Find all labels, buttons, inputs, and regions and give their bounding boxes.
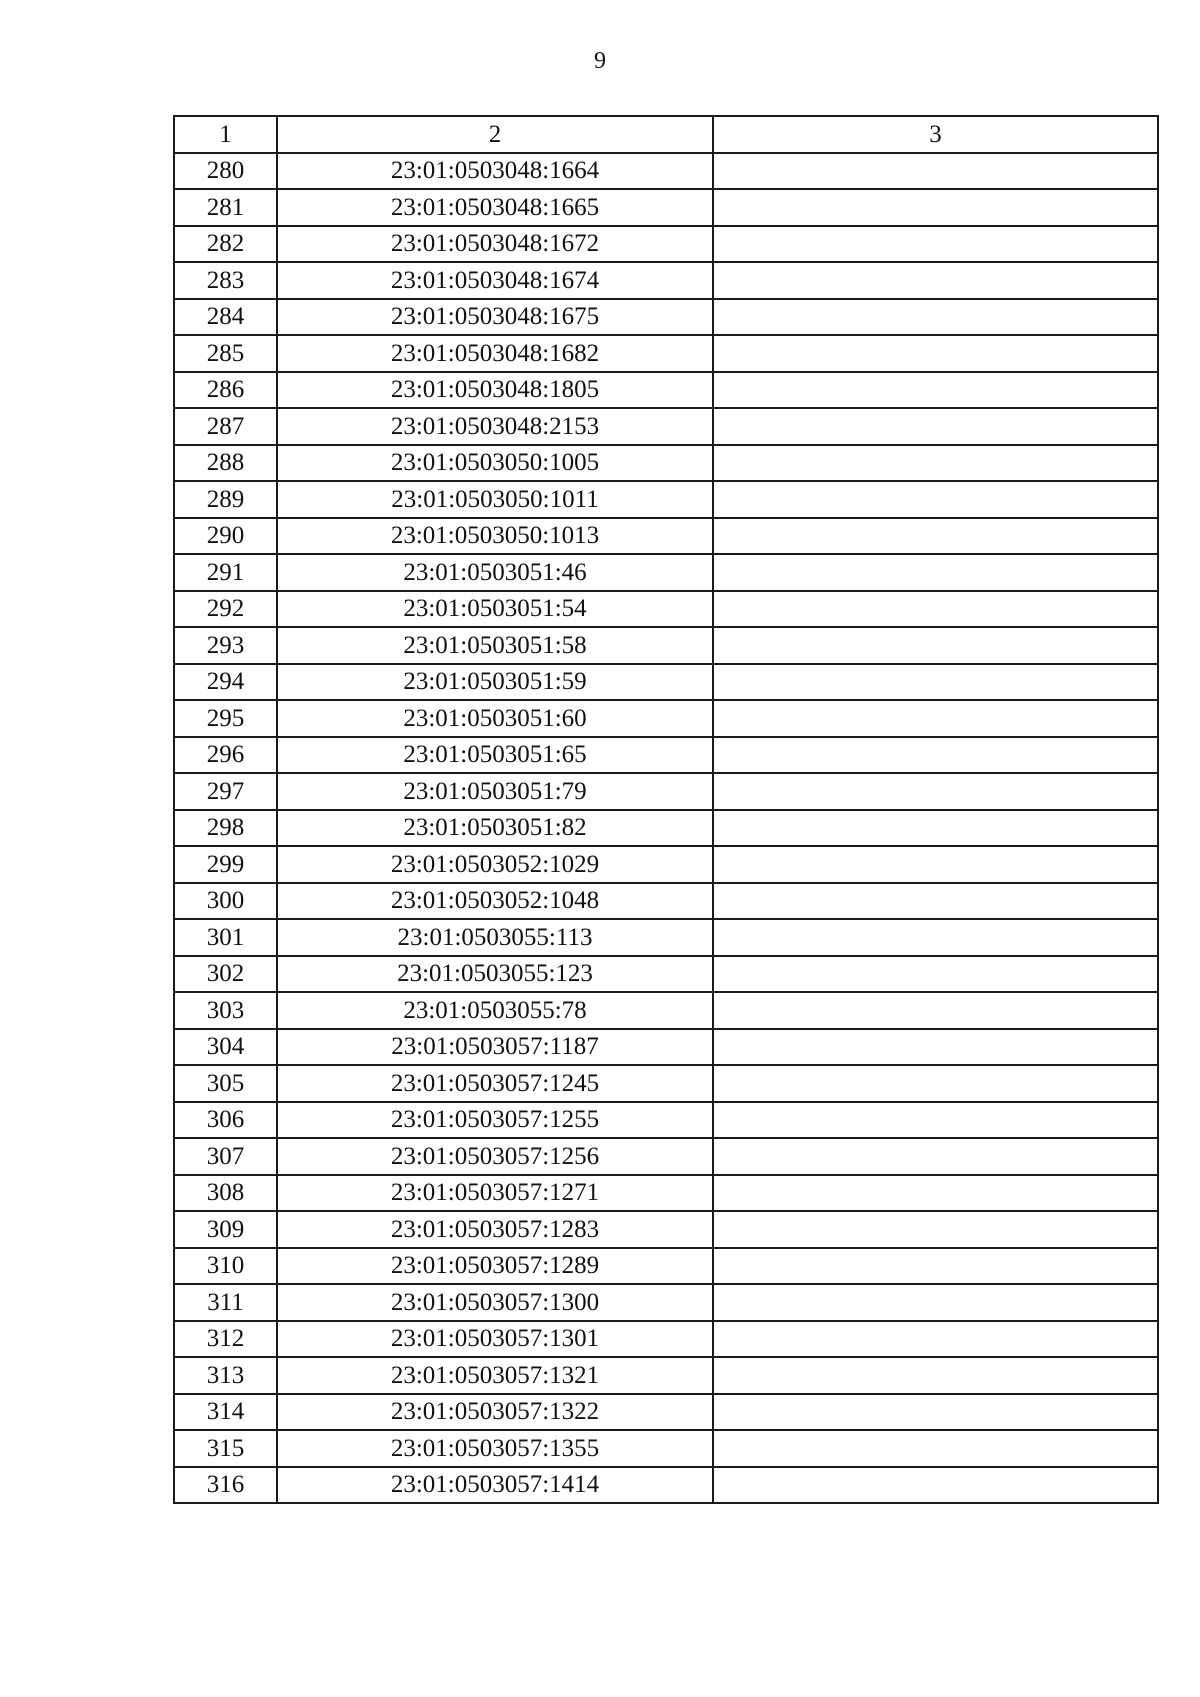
note-cell bbox=[713, 700, 1158, 737]
note-cell bbox=[713, 1248, 1158, 1285]
row-number-cell: 307 bbox=[174, 1138, 277, 1175]
row-number-cell: 283 bbox=[174, 262, 277, 299]
table-row bbox=[174, 262, 1158, 299]
table-row bbox=[174, 481, 1158, 518]
table-row bbox=[174, 1357, 1158, 1394]
row-number-cell: 296 bbox=[174, 737, 277, 774]
row-number-cell: 311 bbox=[174, 1284, 277, 1321]
table-row bbox=[174, 299, 1158, 336]
row-number-cell: 312 bbox=[174, 1321, 277, 1358]
table-row bbox=[174, 1102, 1158, 1139]
cadastral-number-cell: 23:01:0503057:1271 bbox=[277, 1175, 713, 1212]
note-cell bbox=[713, 1102, 1158, 1139]
cadastral-number-cell: 23:01:0503052:1048 bbox=[277, 883, 713, 920]
note-cell bbox=[713, 1467, 1158, 1504]
table-row bbox=[174, 372, 1158, 409]
row-number-cell: 302 bbox=[174, 956, 277, 993]
cadastral-number-cell: 23:01:0503048:1682 bbox=[277, 335, 713, 372]
row-number-cell: 297 bbox=[174, 773, 277, 810]
cadastral-number-cell: 23:01:0503051:82 bbox=[277, 810, 713, 847]
table-row bbox=[174, 1138, 1158, 1175]
cadastral-number-cell: 23:01:0503048:1665 bbox=[277, 189, 713, 226]
table-row bbox=[174, 1029, 1158, 1066]
cadastral-number-cell: 23:01:0503050:1005 bbox=[277, 445, 713, 482]
cadastral-number-cell: 23:01:0503057:1255 bbox=[277, 1102, 713, 1139]
row-number-cell: 289 bbox=[174, 481, 277, 518]
note-cell bbox=[713, 1175, 1158, 1212]
row-number-cell: 301 bbox=[174, 919, 277, 956]
note-cell bbox=[713, 445, 1158, 482]
cadastral-number-cell: 23:01:0503057:1256 bbox=[277, 1138, 713, 1175]
note-cell bbox=[713, 226, 1158, 263]
table-row bbox=[174, 700, 1158, 737]
row-number-cell: 305 bbox=[174, 1065, 277, 1102]
cadastral-number-cell: 23:01:0503048:1675 bbox=[277, 299, 713, 336]
row-number-cell: 313 bbox=[174, 1357, 277, 1394]
note-cell bbox=[713, 554, 1158, 591]
cadastral-number-cell: 23:01:0503055:113 bbox=[277, 919, 713, 956]
note-cell bbox=[713, 372, 1158, 409]
cadastral-number-cell: 23:01:0503057:1283 bbox=[277, 1211, 713, 1248]
table-row bbox=[174, 1211, 1158, 1248]
column-header-1: 1 bbox=[174, 116, 277, 153]
table-row bbox=[174, 956, 1158, 993]
note-cell bbox=[713, 299, 1158, 336]
table-row bbox=[174, 846, 1158, 883]
row-number-cell: 303 bbox=[174, 992, 277, 1029]
table-row bbox=[174, 554, 1158, 591]
row-number-cell: 304 bbox=[174, 1029, 277, 1066]
table-row bbox=[174, 1394, 1158, 1431]
row-number-cell: 298 bbox=[174, 810, 277, 847]
row-number-cell: 310 bbox=[174, 1248, 277, 1285]
note-cell bbox=[713, 1065, 1158, 1102]
table-row bbox=[174, 919, 1158, 956]
note-cell bbox=[713, 992, 1158, 1029]
note-cell bbox=[713, 1029, 1158, 1066]
cadastral-number-cell: 23:01:0503050:1013 bbox=[277, 518, 713, 555]
cadastral-number-cell: 23:01:0503051:58 bbox=[277, 627, 713, 664]
table-row bbox=[174, 1430, 1158, 1467]
row-number-cell: 284 bbox=[174, 299, 277, 336]
row-number-cell: 314 bbox=[174, 1394, 277, 1431]
row-number-cell: 295 bbox=[174, 700, 277, 737]
row-number-cell: 309 bbox=[174, 1211, 277, 1248]
note-cell bbox=[713, 335, 1158, 372]
table-row bbox=[174, 518, 1158, 555]
row-number-cell: 286 bbox=[174, 372, 277, 409]
cadastral-number-cell: 23:01:0503051:65 bbox=[277, 737, 713, 774]
note-cell bbox=[713, 189, 1158, 226]
note-cell bbox=[713, 518, 1158, 555]
cadastral-number-cell: 23:01:0503048:1674 bbox=[277, 262, 713, 299]
table-row bbox=[174, 1175, 1158, 1212]
note-cell bbox=[713, 1284, 1158, 1321]
row-number-cell: 308 bbox=[174, 1175, 277, 1212]
cadastral-number-cell: 23:01:0503051:54 bbox=[277, 591, 713, 628]
cadastral-number-cell: 23:01:0503055:123 bbox=[277, 956, 713, 993]
note-cell bbox=[713, 919, 1158, 956]
note-cell bbox=[713, 737, 1158, 774]
cadastral-number-cell: 23:01:0503055:78 bbox=[277, 992, 713, 1029]
table-row bbox=[174, 627, 1158, 664]
table-row bbox=[174, 226, 1158, 263]
table-row bbox=[174, 737, 1158, 774]
row-number-cell: 280 bbox=[174, 153, 277, 190]
cadastral-number-cell: 23:01:0503051:79 bbox=[277, 773, 713, 810]
cadastral-number-cell: 23:01:0503048:2153 bbox=[277, 408, 713, 445]
cadastral-table bbox=[173, 115, 1159, 1504]
note-cell bbox=[713, 664, 1158, 701]
note-cell bbox=[713, 773, 1158, 810]
row-number-cell: 306 bbox=[174, 1102, 277, 1139]
note-cell bbox=[713, 262, 1158, 299]
table-body bbox=[174, 153, 1158, 1504]
table-row bbox=[174, 153, 1158, 190]
table-row bbox=[174, 664, 1158, 701]
row-number-cell: 285 bbox=[174, 335, 277, 372]
note-cell bbox=[713, 481, 1158, 518]
table-row bbox=[174, 1248, 1158, 1285]
column-header-3: 3 bbox=[713, 116, 1158, 153]
note-cell bbox=[713, 846, 1158, 883]
row-number-cell: 288 bbox=[174, 445, 277, 482]
table-row bbox=[174, 992, 1158, 1029]
row-number-cell: 291 bbox=[174, 554, 277, 591]
column-header-2: 2 bbox=[277, 116, 713, 153]
cadastral-number-cell: 23:01:0503050:1011 bbox=[277, 481, 713, 518]
cadastral-number-cell: 23:01:0503057:1355 bbox=[277, 1430, 713, 1467]
cadastral-number-cell: 23:01:0503057:1289 bbox=[277, 1248, 713, 1285]
row-number-cell: 315 bbox=[174, 1430, 277, 1467]
table-row bbox=[174, 1321, 1158, 1358]
cadastral-number-cell: 23:01:0503057:1301 bbox=[277, 1321, 713, 1358]
table-row bbox=[174, 591, 1158, 628]
cadastral-number-cell: 23:01:0503057:1300 bbox=[277, 1284, 713, 1321]
cadastral-number-cell: 23:01:0503051:60 bbox=[277, 700, 713, 737]
table-row bbox=[174, 810, 1158, 847]
row-number-cell: 300 bbox=[174, 883, 277, 920]
cadastral-number-cell: 23:01:0503048:1805 bbox=[277, 372, 713, 409]
note-cell bbox=[713, 1394, 1158, 1431]
note-cell bbox=[713, 1138, 1158, 1175]
cadastral-number-cell: 23:01:0503057:1321 bbox=[277, 1357, 713, 1394]
note-cell bbox=[713, 1357, 1158, 1394]
cadastral-number-cell: 23:01:0503057:1322 bbox=[277, 1394, 713, 1431]
note-cell bbox=[713, 1211, 1158, 1248]
page-number: 9 bbox=[594, 48, 606, 74]
table-row bbox=[174, 1467, 1158, 1504]
table-row bbox=[174, 189, 1158, 226]
row-number-cell: 293 bbox=[174, 627, 277, 664]
table-row bbox=[174, 883, 1158, 920]
row-number-cell: 294 bbox=[174, 664, 277, 701]
note-cell bbox=[713, 883, 1158, 920]
cadastral-number-cell: 23:01:0503057:1245 bbox=[277, 1065, 713, 1102]
note-cell bbox=[713, 1321, 1158, 1358]
table-row bbox=[174, 445, 1158, 482]
cadastral-number-cell: 23:01:0503057:1414 bbox=[277, 1467, 713, 1504]
row-number-cell: 316 bbox=[174, 1467, 277, 1504]
table-row bbox=[174, 1065, 1158, 1102]
table-row bbox=[174, 1284, 1158, 1321]
cadastral-number-cell: 23:01:0503051:59 bbox=[277, 664, 713, 701]
note-cell bbox=[713, 591, 1158, 628]
table-row bbox=[174, 408, 1158, 445]
cadastral-number-cell: 23:01:0503052:1029 bbox=[277, 846, 713, 883]
row-number-cell: 299 bbox=[174, 846, 277, 883]
row-number-cell: 287 bbox=[174, 408, 277, 445]
cadastral-number-cell: 23:01:0503057:1187 bbox=[277, 1029, 713, 1066]
note-cell bbox=[713, 627, 1158, 664]
row-number-cell: 282 bbox=[174, 226, 277, 263]
note-cell bbox=[713, 956, 1158, 993]
table-row bbox=[174, 773, 1158, 810]
table-row bbox=[174, 335, 1158, 372]
note-cell bbox=[713, 153, 1158, 190]
cadastral-number-cell: 23:01:0503048:1664 bbox=[277, 153, 713, 190]
cadastral-number-cell: 23:01:0503048:1672 bbox=[277, 226, 713, 263]
row-number-cell: 281 bbox=[174, 189, 277, 226]
note-cell bbox=[713, 810, 1158, 847]
note-cell bbox=[713, 408, 1158, 445]
note-cell bbox=[713, 1430, 1158, 1467]
row-number-cell: 292 bbox=[174, 591, 277, 628]
table-header-row bbox=[174, 116, 1158, 153]
row-number-cell: 290 bbox=[174, 518, 277, 555]
cadastral-number-cell: 23:01:0503051:46 bbox=[277, 554, 713, 591]
